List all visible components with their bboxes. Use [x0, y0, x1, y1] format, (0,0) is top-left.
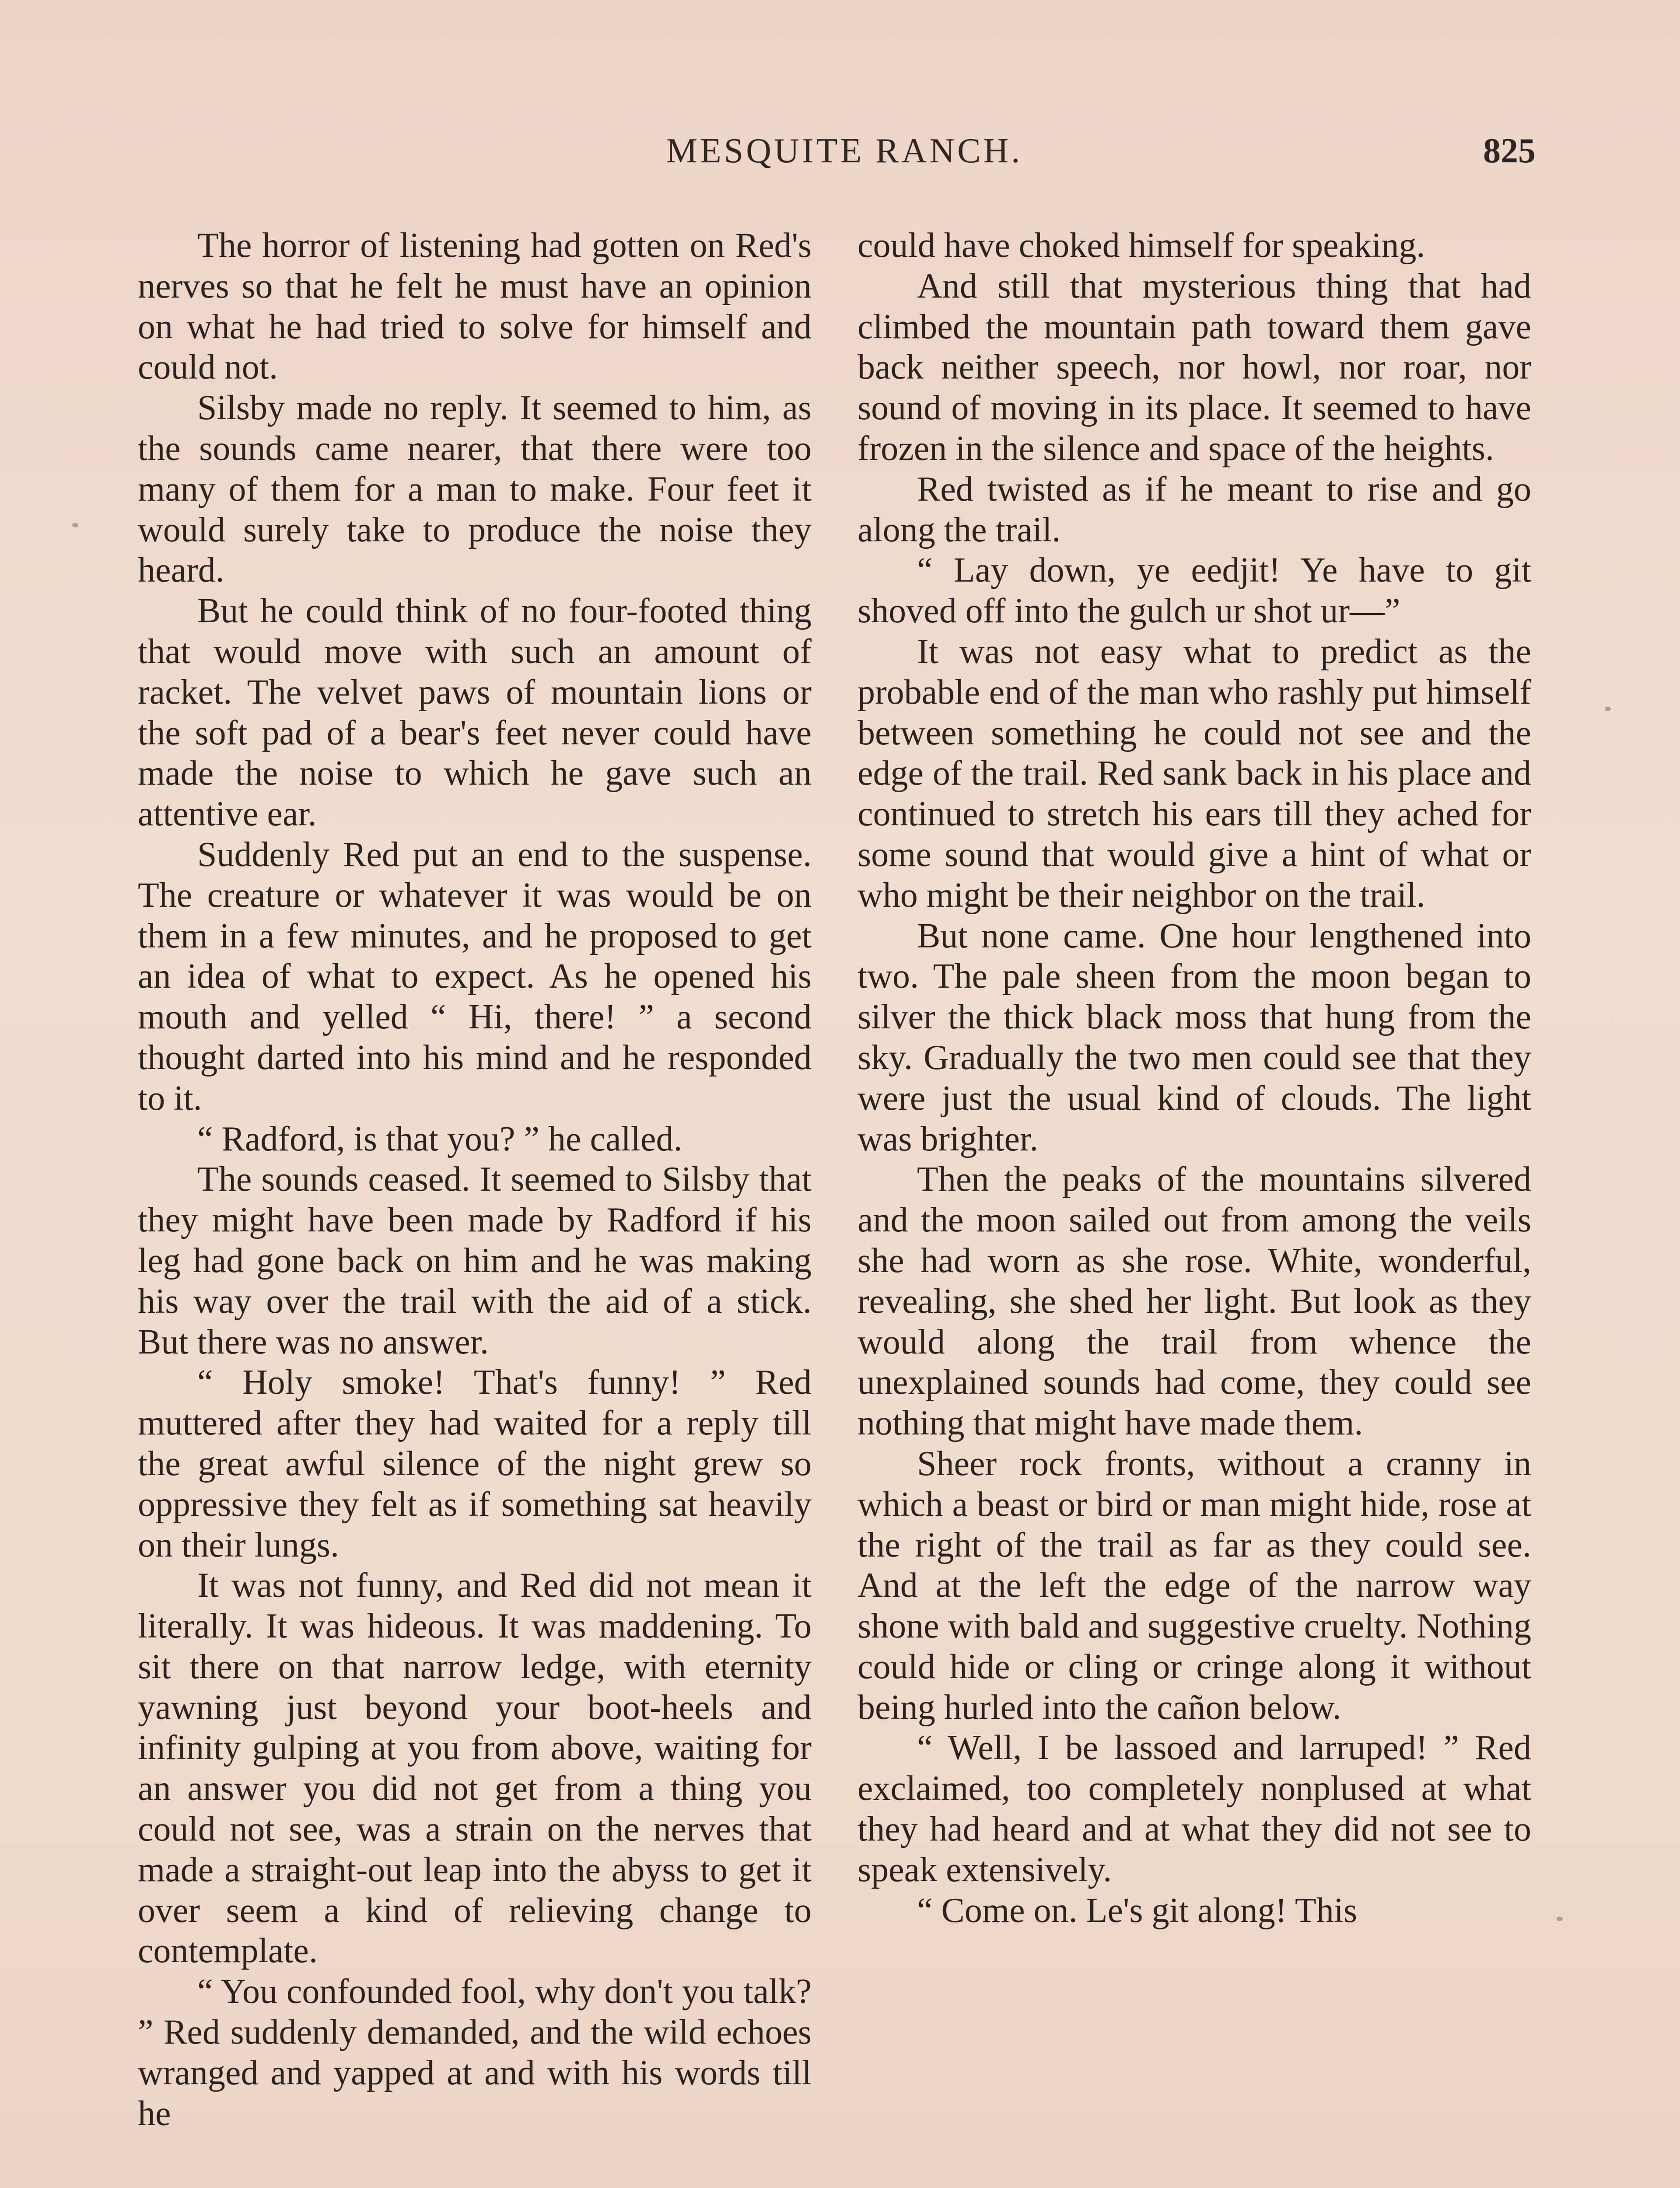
paragraph: Suddenly Red put an end to the suspense. The creature or whatever it was would be on them in a few minutes, and he proposed to get an idea of what to expect. As he opened his mouth and yelled “ Hi, there! ” a second thought darted into his mind and he responded to it. [138, 835, 812, 1118]
paragraph: Silsby made no reply. It seemed to him, as the sounds came nearer, that there were too many of them for a man to make. Four feet it would surely take to produce the noise they heard. [138, 389, 812, 590]
paragraph: The sounds ceased. It seemed to Silsby that they might have been made by Radford if his leg had gone back on him and he was making his way over the trail with the aid of a stick. But there was no answer. [138, 1160, 812, 1361]
paragraph: “ Lay down, ye eedjit! Ye have to git shoved off into the gulch ur shot ur—” [858, 551, 1531, 631]
page-number: 825 [1483, 132, 1536, 170]
page-title: MESQUITE RANCH. [666, 132, 1023, 170]
paragraph: Red twisted as if he meant to rise and go along the trail. [858, 470, 1531, 549]
paper-speck [1605, 707, 1611, 711]
paragraph: “ Come on. Le's git along! This [917, 1891, 1358, 1930]
paper-speck [72, 523, 78, 527]
paragraph: And still that mysterious thing that had climbed the mountain path toward them gave back neither speech, nor howl, nor roar, nor sound of moving in its place. It seemed to have frozen in the silence and space of the heights. [858, 266, 1531, 468]
paragraph: Then the peaks of the mountains silvered and the moon sailed out from among the veils she had worn as she rose. White, wonderful, revealing, she shed her light. But look as they would along the trail from whence the unexplained sounds had come, they could see nothing that might have made them. [858, 1160, 1531, 1443]
paragraph: But he could think of no four-footed thing that would move with such an amount of racket. The velvet paws of mountain lions or the soft pad of a bear's feet never could have made the noise to which he gave such an attentive ear. [138, 592, 812, 834]
paragraph: “ You confounded fool, why don't you talk? ” Red suddenly demanded, and the wild echoes wranged and yapped at and with his words till he [138, 1972, 812, 2133]
paragraph: “ Well, I be lassoed and larruped! ” Red exclaimed, too completely nonplused at what they had heard and at what they did not see to speak extensively. [858, 1729, 1531, 1889]
paragraph: It was not funny, and Red did not mean it literally. It was hideous. It was maddening. To sit there on that narrow ledge, with eternity yawning just beyond your boot-heels and infinity gulping at you from above, waiting for an answer you did not get from a thing you could not see, was a strain on the nerves that made a straight-out leap into the abyss to get it over seem a kind of relieving change to contemplate. [138, 1566, 812, 1971]
left-text-column [138, 225, 812, 2188]
paper-speck [1557, 1917, 1563, 1921]
paragraph: The horror of listening had gotten on Red's nerves so that he felt he must have an opinion on what he had tried to solve for himself and could not. [138, 226, 812, 387]
paragraph: Sheer rock fronts, without a cranny in which a beast or bird or man might hide, rose at the right of the trail as far as they could see. And at the left the edge of the narrow way shone with bald and suggestive cruelty. Nothing could hide or cling or cringe along it without being hurled into the cañon below. [858, 1444, 1531, 1727]
paragraph: But none came. One hour lengthened into two. The pale sheen from the moon began to silver the thick black moss that hung from the sky. Gradually the two men could see that they were just the usual kind of clouds. The light was brighter. [858, 916, 1531, 1158]
paragraph: It was not easy what to predict as the probable end of the man who rashly put himself between something he could not see and the edge of the trail. Red sank back in his place and continued to stretch his ears till they ached for some sound that would give a hint of what or who might be their neighbor on the trail. [858, 632, 1531, 915]
paragraph: could have choked himself for speaking. [858, 226, 1425, 265]
right-text-column [858, 225, 1531, 2188]
paragraph: “ Radford, is that you? ” he called. [197, 1119, 682, 1158]
paragraph: “ Holy smoke! That's funny! ” Red muttered after they had waited for a reply till the great awful silence of the night grew so oppressive they felt as if something sat heavily on their lungs. [138, 1363, 812, 1564]
running-head [0, 131, 1680, 184]
